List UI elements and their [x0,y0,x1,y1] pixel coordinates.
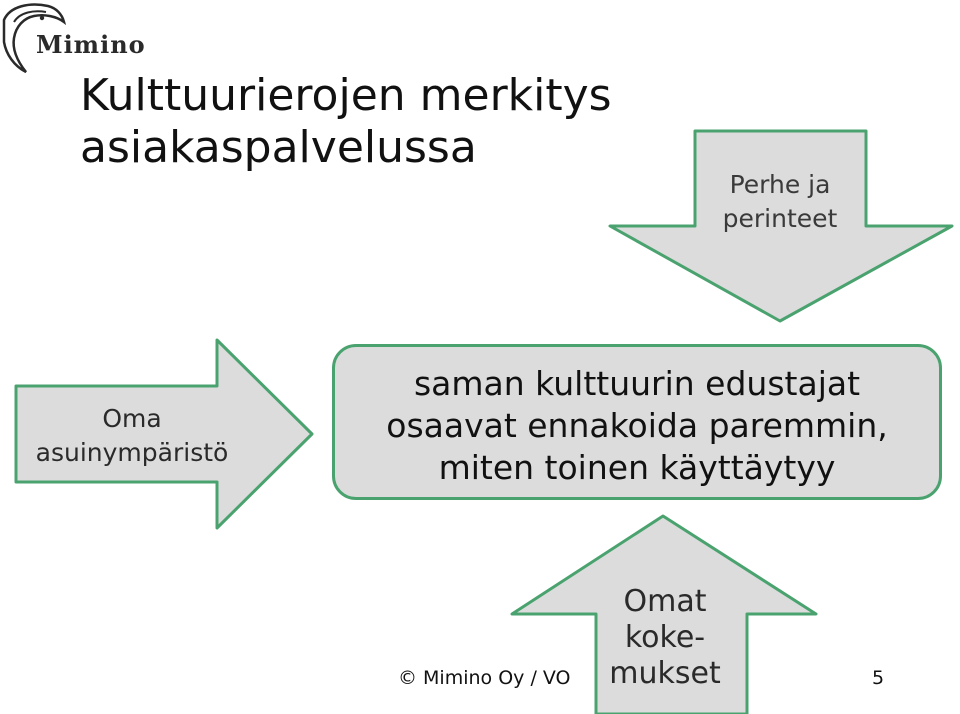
center-line-1: saman kulttuurin edustajat [413,364,861,403]
title-line-1: Kulttuurierojen merkitys [80,70,612,121]
down-arrow-line-2: perinteet [722,204,838,233]
title-line-2: asiakaspalvelussa [80,122,477,173]
up-arrow-line-3: mukset [609,656,721,691]
center-statement-box [332,344,942,500]
page-number: 5 [872,667,885,689]
up-arrow-line-1: Omat [623,584,707,619]
down-arrow-line-1: Perhe ja [729,170,831,199]
center-line-3: miten toinen käyttäytyy [438,448,836,487]
up-arrow-label [590,584,740,692]
right-arrow-line-1: Oma [102,404,162,433]
center-line-2: osaavat ennakoida paremmin, [386,406,888,445]
right-arrow-line-2: asuinympäristö [35,438,229,467]
right-arrow-label [22,402,242,470]
down-arrow-label [690,168,870,236]
brand-name: Mimino [36,30,146,59]
footer-copyright: © Mimino Oy / VO [398,667,571,689]
up-arrow-line-2: koke- [624,620,706,655]
